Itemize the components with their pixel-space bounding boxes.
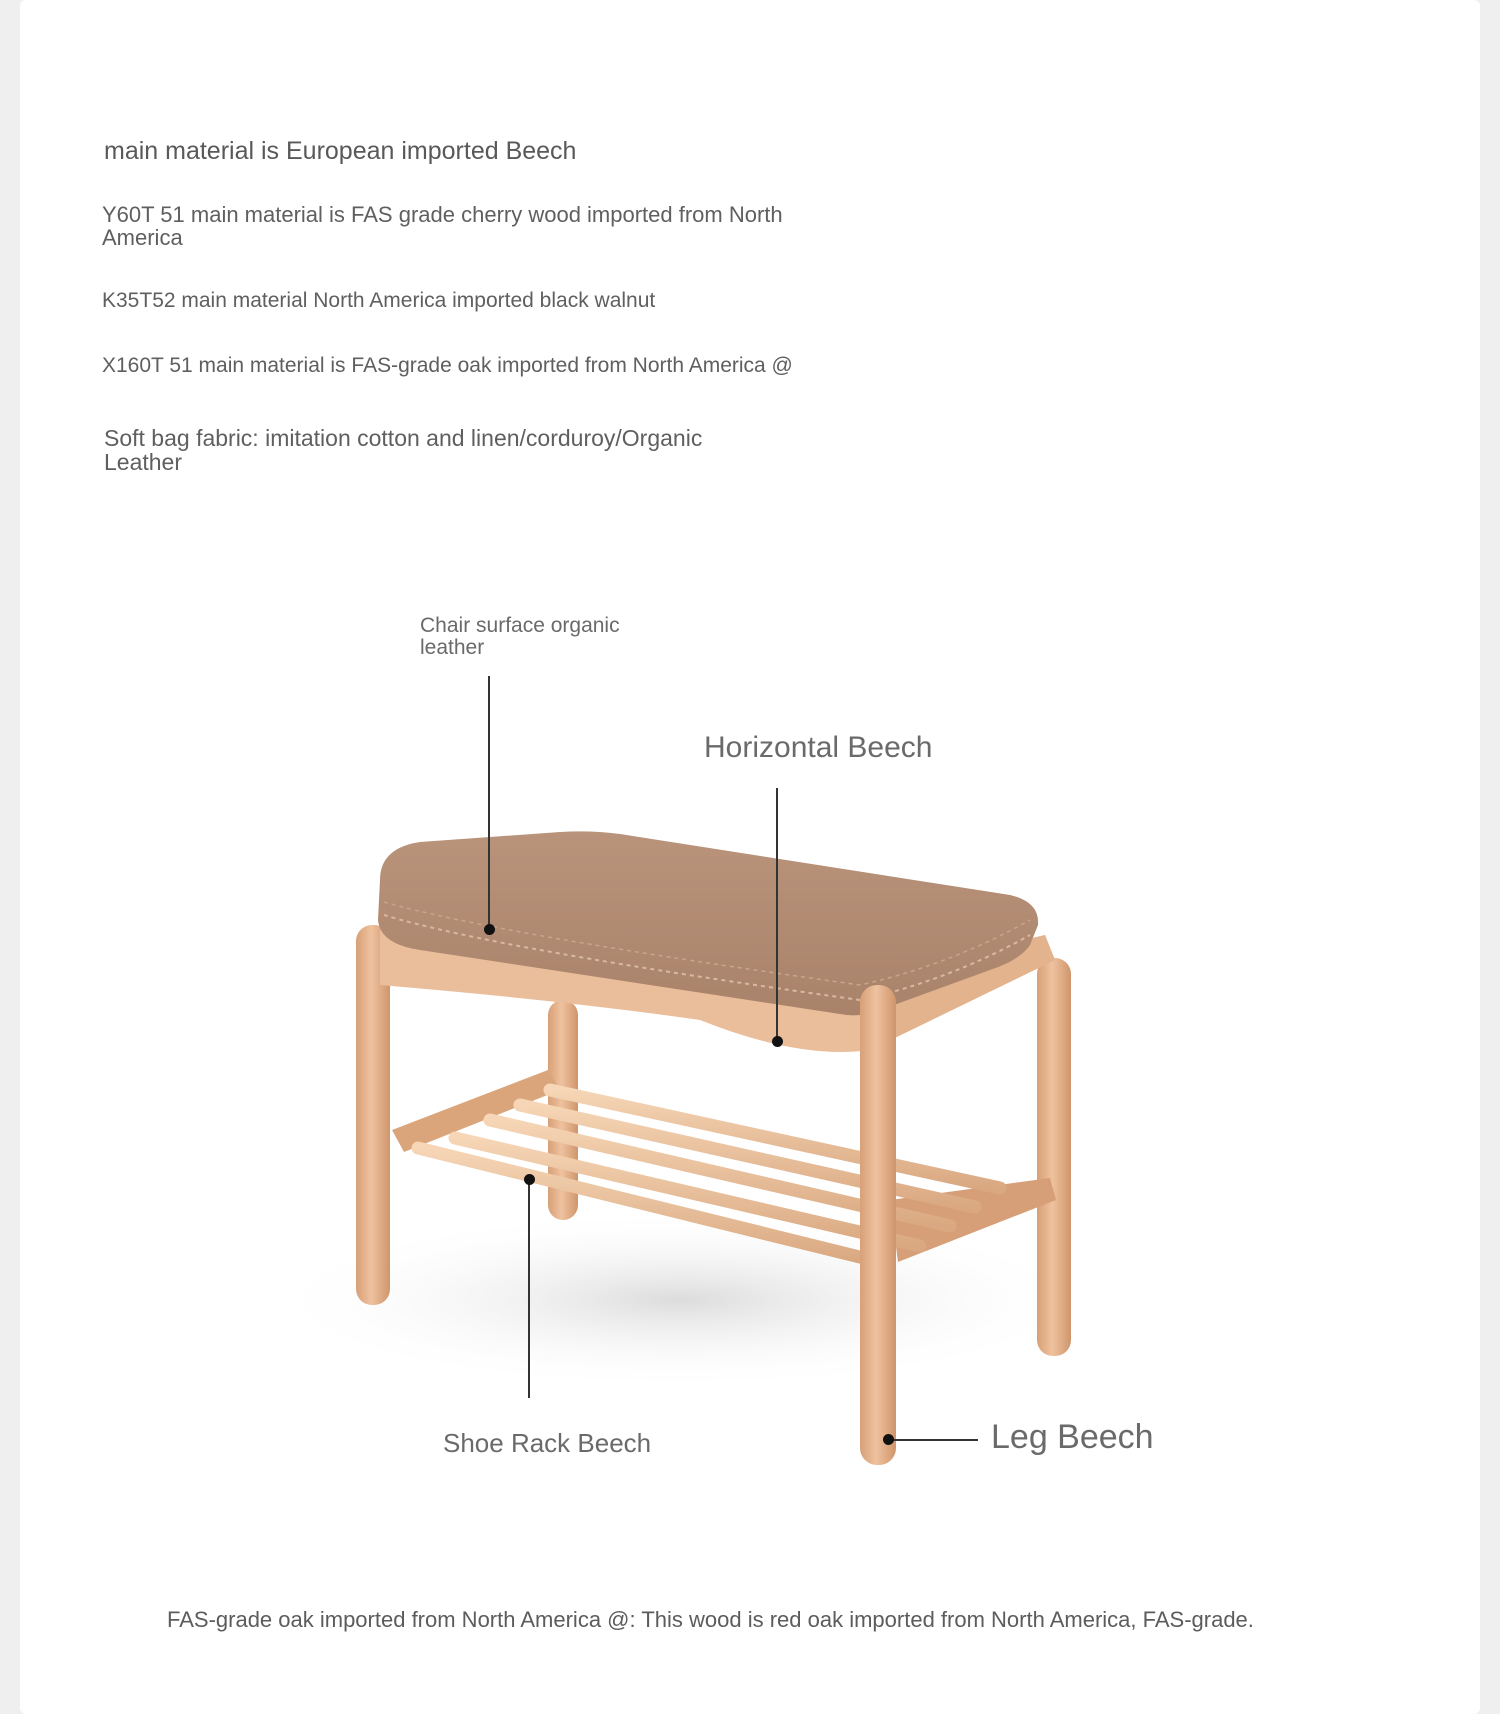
spec-oak: X160T 51 main material is FAS-grade oak imported from North America @ [102, 354, 793, 377]
callout-leg-label: Leg Beech [991, 1418, 1154, 1456]
spec-cherry: Y60T 51 main material is FAS grade cherry wood imported from North America [102, 202, 783, 250]
callout-seat-label: Chair surface organic leather [420, 614, 620, 659]
spec-beech: main material is European imported Beech [104, 137, 577, 165]
page-card [20, 0, 1480, 1714]
spec-walnut: K35T52 main material North America imported black walnut [102, 289, 656, 312]
callout-apron-label: Horizontal Beech [704, 731, 933, 764]
callout-shelf-label: Shoe Rack Beech [443, 1428, 652, 1458]
footer-note: FAS-grade oak imported from North America @: This wood is red oak imported from North America, FAS-grade. [167, 1607, 1254, 1632]
spec-fabric: Soft bag fabric: imitation cotton and linen/corduroy/Organic Leather [104, 425, 703, 475]
